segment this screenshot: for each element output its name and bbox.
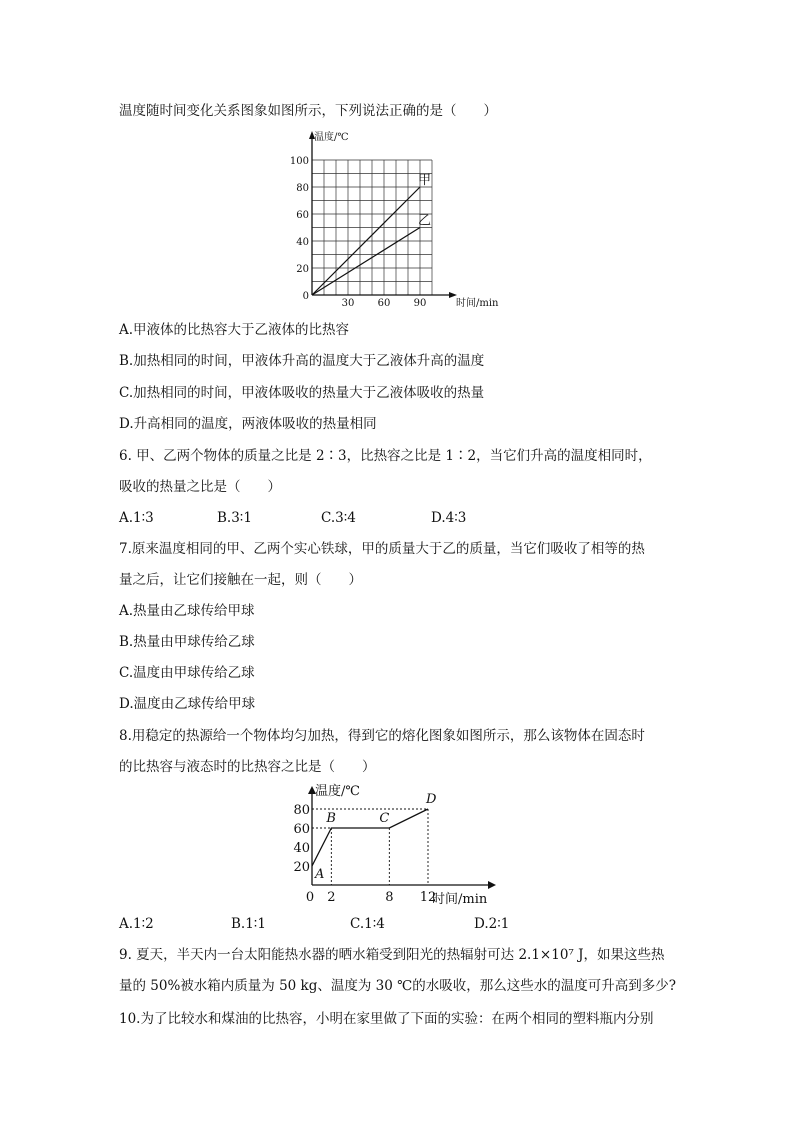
chart2-ylabel: 温度/℃	[315, 784, 360, 799]
q6-option-d: D.4∶3	[431, 510, 467, 526]
q8-stem-line1: 8.用稳定的热源给一个物体均匀加热，得到它的熔化图象如图所示，那么该物体在固态时	[119, 728, 645, 744]
q5-option-b: B.加热相同的时间，甲液体升高的温度大于乙液体升高的温度	[119, 353, 485, 369]
q7-option-c: C.温度由甲球传给乙球	[119, 665, 255, 681]
chart2-ytick-40: 40	[293, 841, 310, 856]
chart2-ytick-60: 60	[293, 822, 310, 837]
chart1-ytick-0: 0	[302, 291, 309, 302]
q9-stem-line2: 量的 50%被水箱内质量为 50 kg、温度为 30 ℃的水吸收，那么这些水的温度可升高到多少?	[119, 978, 676, 994]
chart-1	[282, 128, 522, 310]
q6-stem-line2: 吸收的热量之比是（ ）	[119, 479, 281, 495]
chart2-point-c: C	[379, 811, 390, 826]
q6-stem-line1: 6. 甲、乙两个物体的质量之比是 2∶3，比热容之比是 1∶2，当它们升高的温度相同时，	[119, 448, 652, 464]
chart1-xlabel: 时间/min	[456, 298, 499, 309]
chart2-xtick-2: 2	[327, 890, 336, 905]
q5-option-c: C.加热相同的时间，甲液体吸收的热量大于乙液体吸收的热量	[119, 385, 485, 401]
q5-option-d: D.升高相同的温度，两液体吸收的热量相同	[119, 416, 377, 432]
q7-option-a: A.热量由乙球传给甲球	[119, 603, 255, 619]
chart1-label-yi: 乙	[418, 213, 432, 229]
chart1-xtick-90: 90	[413, 298, 427, 309]
q7-option-b: B.热量由甲球传给乙球	[119, 634, 255, 650]
chart1-ylabel: 温度/℃	[314, 132, 349, 143]
q8-option-d: D.2∶1	[474, 916, 510, 932]
q10-stem-line1: 10.为了比较水和煤油的比热容，小明在家里做了下面的实验：在两个相同的塑料瓶内分别	[119, 1011, 654, 1027]
chart2-xtick-12: 12	[419, 890, 437, 905]
chart1-grid	[312, 160, 432, 295]
chart2-point-b: B	[326, 811, 336, 826]
q7-stem-line2: 量之后，让它们接触在一起，则（ ）	[119, 572, 362, 588]
chart1-ytick-80: 80	[296, 183, 309, 194]
q8-option-b: B.1∶1	[231, 916, 266, 932]
chart1-line-yi	[312, 228, 420, 296]
chart1-xtick-30: 30	[341, 298, 355, 309]
q8-stem-line2: 的比热容与液态时的比热容之比是（ ）	[119, 759, 376, 775]
chart1-xtick-60: 60	[377, 298, 391, 309]
q7-stem-line1: 7.原来温度相同的甲、乙两个实心铁球，甲的质量大于乙的质量，当它们吸收了相等的热	[119, 541, 645, 557]
chart1-ytick-40: 40	[296, 237, 309, 248]
chart1-ytick-100: 100	[289, 156, 309, 167]
chart2-xtick-8: 8	[385, 890, 394, 905]
chart2-x-arrow	[488, 881, 496, 889]
chart2-xtick-0: 0	[305, 890, 315, 905]
chart2-xlabel: 时间/min	[432, 892, 488, 907]
chart1-label-jia: 甲	[418, 173, 432, 188]
chart2-point-a: A	[315, 867, 325, 882]
chart2-point-d: D	[426, 792, 437, 807]
q5-stem: 温度随时间变化关系图象如图所示，下列说法正确的是（ ）	[119, 103, 497, 119]
chart1-ytick-20: 20	[296, 264, 309, 275]
q6-option-b: B.3∶1	[217, 510, 252, 526]
q8-option-a: A.1∶2	[119, 916, 154, 932]
chart2-ytick-80: 80	[293, 803, 310, 818]
q6-option-a: A.1∶3	[119, 510, 154, 526]
q9-stem-line1: 9. 夏天，半天内一台太阳能热水器的晒水箱受到阳光的热辐射可达 2.1×10⁷ J，如果这些热	[119, 947, 665, 963]
chart1-ytick-60: 60	[296, 210, 309, 221]
chart2-ytick-20: 20	[293, 860, 310, 875]
q7-option-d: D.温度由乙球传给甲球	[119, 696, 256, 712]
chart-2	[282, 782, 512, 908]
q6-option-c: C.3∶4	[321, 510, 356, 526]
q5-option-a: A.甲液体的比热容大于乙液体的比热容	[119, 322, 350, 338]
q8-option-c: C.1∶4	[350, 916, 385, 932]
